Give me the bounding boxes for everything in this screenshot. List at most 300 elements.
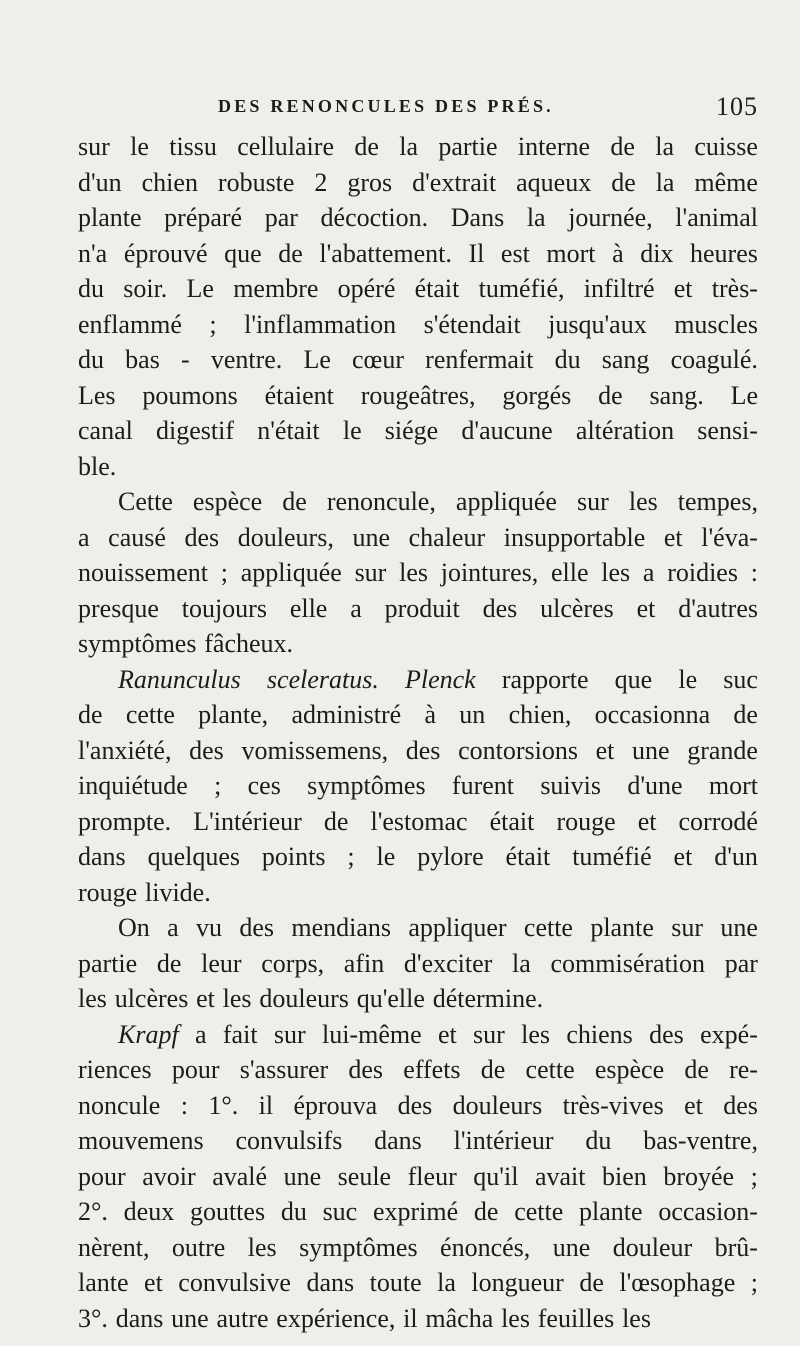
word: expé- — [700, 1019, 758, 1049]
word: riences — [78, 1055, 152, 1084]
word: et — [673, 842, 693, 871]
text-line — [78, 378, 758, 414]
word: a — [350, 593, 362, 623]
word: tuméfié — [572, 842, 652, 871]
word: chien — [141, 167, 198, 197]
word: les — [628, 487, 658, 516]
word: que — [224, 238, 262, 268]
word: l'éva- — [701, 522, 758, 552]
word: soir. — [123, 274, 168, 303]
word: chien, — [508, 700, 572, 729]
word: infiltré — [583, 274, 655, 303]
word: qu'il — [473, 1161, 519, 1191]
word: feuilles — [537, 1303, 615, 1333]
word: de — [156, 948, 182, 978]
word: très- — [711, 274, 758, 303]
word: inquiétude — [78, 771, 188, 800]
word: l'anxiété, — [78, 735, 172, 765]
word: : — [750, 558, 758, 587]
word: plante, — [198, 700, 269, 729]
word: sur — [577, 487, 609, 516]
word: le — [342, 416, 362, 445]
word: d'un — [78, 167, 122, 197]
word: jusqu'aux — [548, 309, 647, 339]
word: la — [437, 1268, 456, 1297]
word: ces — [247, 771, 281, 800]
word: sur — [671, 913, 703, 942]
word: dix — [640, 238, 674, 268]
word: et — [595, 735, 615, 765]
word: commisération — [550, 948, 706, 978]
word: la — [526, 203, 546, 232]
word: Le — [303, 345, 331, 374]
paragraph — [78, 129, 758, 484]
word: partie — [438, 132, 498, 161]
word: de — [78, 700, 103, 729]
word: ble. — [78, 451, 117, 481]
text-line — [78, 839, 758, 875]
word: du — [554, 345, 581, 374]
word: elle — [550, 558, 589, 587]
text-line — [78, 449, 758, 485]
word: suivis — [540, 771, 601, 800]
word: du — [585, 1126, 612, 1155]
word: dans — [306, 1268, 355, 1297]
word: autre — [216, 1303, 269, 1333]
word: administré — [291, 700, 402, 729]
text-line — [78, 768, 758, 804]
text-line — [78, 1265, 758, 1301]
word: était — [505, 842, 551, 871]
word: a — [78, 522, 90, 552]
page-header — [78, 92, 758, 126]
word: Krapf — [118, 1019, 179, 1049]
word: de — [480, 1055, 506, 1084]
word: une — [552, 1232, 591, 1262]
word: la — [655, 167, 675, 197]
word: outre — [171, 1232, 226, 1262]
word: les — [501, 1303, 530, 1333]
word: douleurs, — [237, 522, 334, 552]
page-number: 105 — [716, 92, 758, 121]
word: de — [610, 132, 635, 161]
word: sur — [273, 1019, 306, 1049]
word: des — [723, 1090, 758, 1120]
word: les — [399, 558, 428, 587]
text-line — [78, 1301, 758, 1337]
word: des — [405, 735, 441, 765]
word: plante — [590, 913, 654, 942]
word: la — [655, 132, 675, 161]
word: d'autres — [678, 593, 758, 623]
word: poumons — [142, 380, 238, 410]
word: roidies — [667, 558, 738, 587]
word: presque — [78, 593, 159, 623]
word: points — [261, 842, 326, 871]
word: partie — [78, 948, 138, 978]
word: toute — [369, 1268, 422, 1297]
word: du — [78, 274, 104, 303]
word: l'œsophage — [619, 1268, 736, 1297]
text-line — [78, 1123, 758, 1159]
word: de — [473, 1197, 499, 1226]
word: de — [354, 132, 379, 161]
word: des — [348, 1055, 384, 1084]
word: sur — [354, 558, 387, 587]
word: digestif — [156, 416, 235, 445]
text-line — [78, 946, 758, 982]
word: l'estomac — [370, 806, 468, 836]
word: à — [424, 700, 437, 729]
word: journée, — [568, 203, 653, 232]
word: est — [500, 238, 530, 268]
word: le — [376, 842, 396, 871]
word: L'intérieur — [193, 806, 302, 836]
word: lante — [78, 1268, 129, 1297]
word: des — [184, 522, 220, 552]
word: d'une — [627, 771, 683, 800]
word: ; — [220, 558, 228, 587]
word: mouvemens — [78, 1126, 204, 1155]
word: s'assurer — [239, 1055, 329, 1084]
word: symptômes — [299, 1232, 418, 1262]
word: douleurs — [259, 984, 349, 1013]
word: a — [167, 913, 179, 942]
word: espèce — [594, 1055, 665, 1084]
word: ; — [214, 771, 222, 800]
word: Ranunculus — [118, 664, 241, 694]
word: contorsions — [458, 735, 578, 765]
word: noncule — [78, 1090, 161, 1120]
word: d'aucune — [461, 416, 553, 445]
word: vomissemens, — [241, 735, 389, 765]
word: de — [278, 238, 303, 268]
text-line — [78, 236, 758, 272]
word: l'intérieur — [453, 1126, 554, 1155]
word: sur — [78, 132, 110, 161]
word: bas-ventre, — [643, 1126, 758, 1155]
text-line — [78, 520, 758, 556]
word: mâcha — [425, 1303, 494, 1333]
text-line — [78, 200, 758, 236]
text-line — [78, 413, 758, 449]
word: afin — [343, 948, 385, 978]
word: Il — [468, 238, 485, 268]
word: ulcères — [540, 593, 614, 623]
text-line — [78, 307, 758, 343]
text-line — [78, 1159, 758, 1195]
word: produit — [384, 593, 460, 623]
word: ; — [750, 1268, 758, 1297]
text-line — [78, 1017, 758, 1053]
word: opéré — [337, 274, 396, 303]
word: l'abattement. — [319, 238, 452, 268]
word: de — [598, 380, 623, 410]
word: Plenck — [405, 664, 476, 694]
text-line — [78, 1052, 758, 1088]
word: la — [399, 132, 418, 161]
word: douleurs — [452, 1090, 543, 1120]
word: rouge — [78, 877, 138, 907]
word: symptômes — [78, 629, 197, 658]
word: par — [264, 203, 298, 232]
word: d'extrait — [412, 167, 497, 197]
text-line — [78, 1194, 758, 1230]
word: de — [684, 1055, 709, 1084]
word: d'un — [714, 842, 758, 871]
word: avoir — [142, 1161, 196, 1191]
text-line — [78, 662, 758, 698]
word: décoction. — [320, 203, 429, 232]
word: gorgés — [502, 380, 572, 410]
word: re- — [729, 1055, 758, 1084]
word: un — [459, 700, 486, 729]
word: l'inflammation — [244, 309, 397, 339]
word: des — [482, 593, 518, 623]
word: muscles — [674, 309, 758, 339]
word: : — [180, 1090, 188, 1120]
text-line — [78, 804, 758, 840]
word: longueur — [471, 1268, 564, 1297]
text-line — [78, 484, 758, 520]
word: suc — [723, 664, 758, 694]
word: de — [733, 700, 758, 729]
word: la — [512, 948, 531, 978]
word: tissu — [169, 132, 217, 161]
word: chaleur — [408, 522, 486, 552]
word: effets — [403, 1055, 461, 1084]
text-line — [78, 129, 758, 165]
word: une — [171, 1303, 209, 1333]
word: les — [622, 1303, 651, 1333]
paragraph — [78, 1017, 758, 1337]
word: leur — [201, 948, 242, 978]
word: de — [611, 167, 636, 197]
word: une — [632, 735, 670, 765]
text-line — [78, 342, 758, 378]
text-line — [78, 733, 758, 769]
word: gros — [347, 167, 393, 197]
text-line — [78, 697, 758, 733]
word: ; — [750, 1161, 758, 1191]
word: renoncule, — [326, 487, 436, 516]
paragraph — [78, 662, 758, 911]
word: sur — [473, 1019, 505, 1049]
word: jointures, — [440, 558, 539, 587]
word: suc — [322, 1197, 358, 1226]
word: deux — [123, 1197, 175, 1226]
word: expérience, — [276, 1303, 396, 1333]
word: gouttes — [189, 1197, 266, 1226]
word: les — [78, 984, 107, 1013]
word: cette — [514, 1197, 564, 1226]
word: pour — [78, 1161, 126, 1191]
word: fâcheux. — [204, 629, 294, 658]
word: cœur — [352, 345, 404, 374]
text-line — [78, 910, 758, 946]
word: fait — [222, 1019, 258, 1049]
text-line — [78, 1230, 758, 1266]
word: il — [258, 1090, 274, 1120]
word: le — [130, 132, 149, 161]
word: bas — [125, 345, 160, 374]
word: les — [222, 984, 252, 1013]
word: était — [414, 274, 460, 303]
word: étaient — [264, 380, 334, 410]
word: insupportable — [503, 522, 646, 552]
text-line — [78, 271, 758, 307]
paragraph — [78, 484, 758, 662]
word: les — [601, 558, 631, 587]
word: il — [403, 1303, 418, 1333]
page-body — [78, 129, 758, 1336]
word: - — [180, 345, 190, 374]
word: cette — [525, 1055, 575, 1084]
word: aqueux — [516, 167, 592, 197]
word: causé — [108, 522, 166, 552]
word: douleur — [612, 1232, 693, 1262]
word: à — [612, 238, 624, 268]
word: siége — [384, 416, 439, 445]
word: exprimé — [372, 1197, 459, 1226]
word: et — [673, 274, 693, 303]
word: cette — [125, 700, 175, 729]
word: renfermait — [425, 345, 534, 374]
word: pour — [171, 1055, 220, 1084]
word: occasion- — [658, 1197, 758, 1226]
word: et — [144, 1268, 163, 1297]
paragraph — [78, 910, 758, 1017]
word: tuméfié, — [478, 274, 565, 303]
word: chiens — [566, 1019, 633, 1049]
word: et — [437, 1019, 457, 1049]
word: prompte. — [78, 806, 172, 836]
word: ventre. — [210, 345, 283, 374]
word: corrodé — [678, 806, 758, 836]
word: brû- — [714, 1232, 758, 1262]
word: pylore — [417, 842, 484, 871]
word: vu — [196, 913, 223, 942]
word: lui-même — [321, 1019, 422, 1049]
word: elle — [289, 593, 328, 623]
word: convulsive — [178, 1268, 291, 1297]
word: toujours — [181, 593, 267, 623]
word: livide. — [145, 877, 211, 907]
word: énoncés, — [440, 1232, 531, 1262]
word: avalé — [212, 1161, 268, 1191]
word: Le — [730, 380, 758, 410]
word: mort — [546, 238, 596, 268]
word: nèrent, — [78, 1232, 150, 1262]
word: par — [724, 948, 758, 978]
word: le — [678, 664, 698, 694]
text-line — [78, 626, 758, 662]
word: et — [637, 806, 657, 836]
running-title: DES RENONCULES DES PRÉS. — [218, 96, 554, 116]
word: mendians — [291, 913, 392, 942]
word: rapporte — [501, 664, 589, 694]
word: et — [636, 593, 656, 623]
word: Cette — [118, 487, 173, 516]
word: des — [189, 735, 224, 765]
text-line — [78, 591, 758, 627]
word: mort — [708, 771, 758, 800]
word: seule — [337, 1161, 392, 1191]
word: n'était — [257, 416, 320, 445]
word: sang — [601, 345, 650, 374]
word: sensi- — [697, 416, 758, 445]
word: qu'elle — [356, 984, 425, 1013]
word: avait — [534, 1161, 586, 1191]
word: cuisse — [694, 132, 758, 161]
word: tempes, — [677, 487, 758, 516]
word: éprouvé — [123, 238, 208, 268]
word: rouge — [556, 806, 616, 836]
word: quelques — [147, 842, 240, 871]
word: les — [247, 1232, 277, 1262]
word: des — [239, 913, 275, 942]
word: grande — [687, 735, 758, 765]
word: appliquée — [455, 487, 557, 516]
word: symptômes — [307, 771, 426, 800]
word: fleur — [407, 1161, 457, 1191]
word: et — [196, 984, 215, 1013]
word: a — [195, 1019, 207, 1049]
word: ulcères — [114, 984, 189, 1013]
word: une — [283, 1161, 322, 1191]
word: enflammé — [78, 309, 182, 339]
word: ; — [209, 309, 217, 339]
word: furent — [451, 771, 514, 800]
word: a — [642, 558, 655, 587]
word: les — [521, 1019, 551, 1049]
word: même — [694, 167, 758, 197]
word: canal — [78, 416, 133, 445]
word: très-vives — [562, 1090, 664, 1120]
word: Dans — [450, 203, 505, 232]
word: dans — [78, 842, 126, 871]
word: que — [614, 664, 653, 694]
word: 1°. — [208, 1090, 239, 1120]
word: cellulaire — [237, 132, 334, 161]
word: et — [684, 1090, 703, 1120]
word: sceleratus. — [266, 664, 379, 694]
word: s'étendait — [423, 309, 521, 339]
word: des — [397, 1090, 433, 1120]
word: rougeâtres, — [360, 380, 476, 410]
word: plante — [78, 203, 142, 232]
word: d'exciter — [403, 948, 493, 978]
word: interne — [517, 132, 591, 161]
word: de — [323, 806, 349, 836]
word: On — [118, 913, 150, 942]
word: espèce — [192, 487, 263, 516]
word: préparé — [164, 203, 243, 232]
word: une — [352, 522, 390, 552]
word: broyée — [663, 1161, 735, 1191]
word: de — [579, 1268, 604, 1297]
word: détermine. — [432, 984, 544, 1013]
word: coagulé. — [670, 345, 758, 374]
word: sang. — [649, 380, 704, 410]
word: de — [282, 487, 307, 516]
text-line — [78, 165, 758, 201]
word: 2°. — [78, 1197, 108, 1226]
word: du — [78, 345, 104, 374]
word: une — [720, 913, 758, 942]
word: heures — [690, 238, 758, 268]
word: était — [489, 806, 535, 836]
